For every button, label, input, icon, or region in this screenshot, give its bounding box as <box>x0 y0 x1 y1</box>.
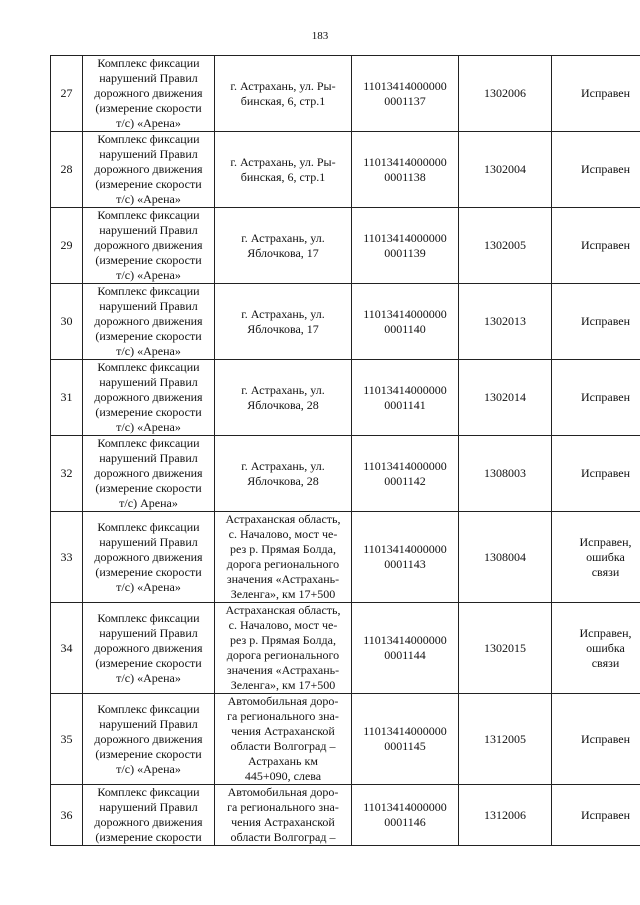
address-cell-line: Яблочкова, 28 <box>247 397 319 412</box>
address-cell-line: значения «Астрахань- <box>226 663 340 677</box>
inventory-code-cell-line: 0001137 <box>384 93 426 108</box>
inventory-code-cell-line: 11013414000000 <box>363 633 447 647</box>
device-name-cell-line: т/с) «Арена» <box>116 579 181 594</box>
inventory-code-cell-line: 11013414000000 <box>363 800 447 814</box>
inventory-code-cell <box>352 284 459 360</box>
status-cell-line: Исправен, <box>579 625 632 640</box>
table-row <box>51 56 640 132</box>
device-name-cell-line: т/с) «Арена» <box>116 670 181 685</box>
device-name-cell-line: т/с) «Арена» <box>116 116 181 130</box>
address-cell <box>215 360 352 436</box>
device-name-cell <box>83 132 215 208</box>
device-name-cell-line: т/с) «Арена» <box>116 268 181 282</box>
device-name-cell-line: (измерение скорости <box>95 830 202 844</box>
status-cell <box>552 284 640 360</box>
inventory-code-cell <box>352 208 459 284</box>
device-name-cell-line: дорожного движения <box>94 640 203 655</box>
table-row <box>51 208 640 284</box>
device-name-cell-line: дорожного движения <box>94 815 203 829</box>
address-cell-line: с. Началово, мост че- <box>228 618 338 632</box>
device-name-cell-line: т/с) «Арена» <box>116 761 181 776</box>
device-name-cell-line: (измерение скорости <box>95 481 202 495</box>
status-cell-line: Исправен <box>580 466 631 480</box>
address-cell-line: дорога регионального <box>226 557 340 571</box>
device-name-cell-line: т/с) «Арена» <box>116 192 181 206</box>
serial-number-cell: 1312005 <box>459 694 552 785</box>
device-name-cell-line: нарушений Правил <box>99 299 198 313</box>
address-cell-line: г. Астрахань, ул. <box>241 458 325 473</box>
status-cell-line: Исправен <box>580 86 631 100</box>
inventory-code-cell-line: 0001139 <box>384 245 426 260</box>
device-name-cell-line: нарушений Правил <box>99 625 198 640</box>
table-row <box>51 436 640 512</box>
inventory-code-cell <box>352 603 459 694</box>
inventory-code-cell-line: 11013414000000 <box>363 724 447 738</box>
device-name-cell <box>83 603 215 694</box>
address-cell-line: бинская, 6, стр.1 <box>240 93 326 108</box>
status-cell-line: ошибка <box>586 549 625 564</box>
serial-number-cell: 1308004 <box>459 512 552 603</box>
address-cell-line: с. Началово, мост че- <box>228 527 338 541</box>
inventory-code-cell-line: 0001141 <box>384 397 426 412</box>
inventory-code-cell-line: 11013414000000 <box>363 78 447 93</box>
address-cell <box>215 785 352 846</box>
device-name-cell-line: нарушений Правил <box>99 716 198 731</box>
device-name-cell-line: дорожного движения <box>94 549 203 564</box>
inventory-code-cell-line: 0001145 <box>384 739 426 753</box>
device-name-cell-line: нарушений Правил <box>99 71 198 85</box>
address-cell-line: Астраханская область, <box>225 603 341 617</box>
status-cell-line: связи <box>591 564 620 579</box>
device-name-cell-line: Комплекс фиксации <box>97 785 200 799</box>
status-cell <box>552 436 640 512</box>
device-name-cell-line: (измерение скорости <box>95 177 202 191</box>
device-name-cell <box>83 512 215 603</box>
device-name-cell-line: Комплекс фиксации <box>97 284 200 298</box>
address-cell <box>215 603 352 694</box>
device-name-cell-line: Комплекс фиксации <box>97 701 200 716</box>
inventory-code-cell-line: 0001144 <box>384 648 426 662</box>
inventory-code-cell <box>352 785 459 846</box>
serial-number-cell: 1302014 <box>459 360 552 436</box>
status-cell <box>552 785 640 846</box>
inventory-code-cell <box>352 436 459 512</box>
address-cell-line: Автомобильная доро- <box>227 694 339 708</box>
address-cell-line: г. Астрахань, ул. <box>241 306 325 321</box>
equipment-table <box>50 55 640 846</box>
status-cell-line: Исправен <box>580 807 631 822</box>
status-cell-line: Исправен <box>580 238 631 252</box>
device-name-cell <box>83 436 215 512</box>
serial-number-cell: 1302006 <box>459 56 552 132</box>
status-cell <box>552 360 640 436</box>
device-name-cell-line: дорожного движения <box>94 390 203 404</box>
device-name-cell-line: (измерение скорости <box>95 564 202 579</box>
inventory-code-cell <box>352 512 459 603</box>
serial-number-cell: 1302005 <box>459 208 552 284</box>
serial-number-cell: 1308003 <box>459 436 552 512</box>
address-cell-line: рез р. Прямая Болда, <box>230 542 336 556</box>
device-name-cell-line: нарушений Правил <box>99 800 198 814</box>
inventory-code-cell-line: 11013414000000 <box>363 230 447 245</box>
device-name-cell-line: т/с) «Арена» <box>116 344 181 358</box>
inventory-code-cell-line: 0001140 <box>384 321 426 336</box>
device-name-cell <box>83 284 215 360</box>
address-cell-line: га регионального зна- <box>227 800 339 814</box>
device-name-cell-line: нарушений Правил <box>99 375 198 389</box>
address-cell-line: Яблочкова, 28 <box>247 473 319 488</box>
table-row <box>51 694 640 785</box>
inventory-code-cell-line: 0001142 <box>384 473 426 488</box>
table-row <box>51 785 640 846</box>
address-cell-line: чения Астраханской <box>231 724 335 738</box>
device-name-cell-line: нарушений Правил <box>99 223 198 237</box>
device-name-cell-line: дорожного движения <box>94 238 203 252</box>
serial-number-cell: 1302004 <box>459 132 552 208</box>
device-name-cell <box>83 208 215 284</box>
row-number: 35 <box>51 694 83 785</box>
inventory-code-cell-line: 0001146 <box>384 815 426 829</box>
table-row <box>51 360 640 436</box>
status-cell <box>552 603 640 694</box>
address-cell-line: Астраханская область, <box>225 512 341 526</box>
device-name-cell-line: (измерение скорости <box>95 101 202 115</box>
device-name-cell <box>83 694 215 785</box>
row-number: 32 <box>51 436 83 512</box>
device-name-cell <box>83 56 215 132</box>
address-cell-line: га регионального зна- <box>227 709 339 723</box>
serial-number-cell: 1302015 <box>459 603 552 694</box>
inventory-code-cell-line: 0001143 <box>384 557 426 571</box>
device-name-cell-line: нарушений Правил <box>99 147 198 161</box>
device-name-cell-line: (измерение скорости <box>95 253 202 267</box>
address-cell-line: области Волгоград – <box>230 830 336 844</box>
device-name-cell-line: Комплекс фиксации <box>97 208 200 222</box>
inventory-code-cell-line: 11013414000000 <box>363 306 447 321</box>
status-cell <box>552 132 640 208</box>
device-name-cell-line: нарушений Правил <box>99 534 198 549</box>
address-cell <box>215 132 352 208</box>
address-cell <box>215 56 352 132</box>
device-name-cell-line: (измерение скорости <box>95 329 202 343</box>
inventory-code-cell-line: 11013414000000 <box>363 542 447 556</box>
serial-number-cell: 1302013 <box>459 284 552 360</box>
inventory-code-cell-line: 11013414000000 <box>363 382 447 397</box>
device-name-cell-line: т/с) «Арена» <box>116 420 181 434</box>
row-number: 30 <box>51 284 83 360</box>
address-cell-line: чения Астраханской <box>231 815 335 829</box>
status-cell-line: Исправен <box>580 390 631 404</box>
device-name-cell-line: Комплекс фиксации <box>97 610 200 625</box>
status-cell <box>552 56 640 132</box>
address-cell-line: значения «Астрахань- <box>226 572 340 586</box>
inventory-code-cell <box>352 132 459 208</box>
row-number: 34 <box>51 603 83 694</box>
inventory-code-cell <box>352 694 459 785</box>
status-cell-line: ошибка <box>586 640 625 655</box>
address-cell-line: г. Астрахань, ул. Ры- <box>230 154 336 169</box>
address-cell-line: Яблочкова, 17 <box>247 321 319 336</box>
table-row <box>51 512 640 603</box>
status-cell-line: связи <box>591 655 620 670</box>
address-cell-line: Яблочкова, 17 <box>247 245 319 260</box>
device-name-cell-line: (измерение скорости <box>95 746 202 761</box>
status-cell <box>552 208 640 284</box>
address-cell-line: Зеленга», км 17+500 <box>230 587 336 601</box>
status-cell-line: Исправен <box>580 314 631 328</box>
address-cell-line: Астрахань км <box>248 754 318 768</box>
device-name-cell-line: Комплекс фиксации <box>97 132 200 146</box>
inventory-code-cell <box>352 56 459 132</box>
device-name-cell-line: дорожного движения <box>94 466 203 480</box>
device-name-cell-line: дорожного движения <box>94 314 203 328</box>
address-cell <box>215 284 352 360</box>
table-body <box>51 56 640 846</box>
device-name-cell-line: (измерение скорости <box>95 655 202 670</box>
table-row <box>51 284 640 360</box>
address-cell-line: Зеленга», км 17+500 <box>230 678 336 692</box>
address-cell-line: Автомобильная доро- <box>227 785 339 799</box>
address-cell-line: г. Астрахань, ул. <box>241 230 325 245</box>
row-number: 27 <box>51 56 83 132</box>
inventory-code-cell-line: 11013414000000 <box>363 154 447 169</box>
status-cell-line: Исправен, <box>579 534 632 549</box>
device-name-cell <box>83 360 215 436</box>
device-name-cell-line: (измерение скорости <box>95 405 202 419</box>
serial-number-cell: 1312006 <box>459 785 552 846</box>
address-cell <box>215 512 352 603</box>
table-row <box>51 132 640 208</box>
address-cell <box>215 208 352 284</box>
device-name-cell <box>83 785 215 846</box>
device-name-cell-line: т/с) Арена» <box>119 496 178 510</box>
page-number: 183 <box>311 30 329 42</box>
status-cell <box>552 694 640 785</box>
row-number: 31 <box>51 360 83 436</box>
address-cell <box>215 436 352 512</box>
address-cell-line: г. Астрахань, ул. Ры- <box>230 78 336 93</box>
address-cell-line: 445+090, слева <box>244 769 322 783</box>
address-cell-line: рез р. Прямая Болда, <box>230 633 336 647</box>
address-cell <box>215 694 352 785</box>
row-number: 29 <box>51 208 83 284</box>
status-cell-line: Исправен <box>580 731 631 746</box>
row-number: 36 <box>51 785 83 846</box>
device-name-cell-line: дорожного движения <box>94 731 203 746</box>
device-name-cell-line: Комплекс фиксации <box>97 56 200 70</box>
address-cell-line: области Волгоград – <box>230 739 336 753</box>
device-name-cell-line: Комплекс фиксации <box>97 519 200 534</box>
device-name-cell-line: Комплекс фиксации <box>97 436 200 450</box>
inventory-code-cell-line: 11013414000000 <box>363 458 447 473</box>
device-name-cell-line: Комплекс фиксации <box>97 360 200 374</box>
address-cell-line: г. Астрахань, ул. <box>241 382 325 397</box>
inventory-code-cell <box>352 360 459 436</box>
table-row <box>51 603 640 694</box>
device-name-cell-line: дорожного движения <box>94 162 203 176</box>
device-name-cell-line: нарушений Правил <box>99 451 198 465</box>
inventory-code-cell-line: 0001138 <box>384 169 426 184</box>
status-cell-line: Исправен <box>580 162 631 176</box>
status-cell <box>552 512 640 603</box>
address-cell-line: бинская, 6, стр.1 <box>240 169 326 184</box>
row-number: 28 <box>51 132 83 208</box>
address-cell-line: дорога регионального <box>226 648 340 662</box>
row-number: 33 <box>51 512 83 603</box>
device-name-cell-line: дорожного движения <box>94 86 203 100</box>
